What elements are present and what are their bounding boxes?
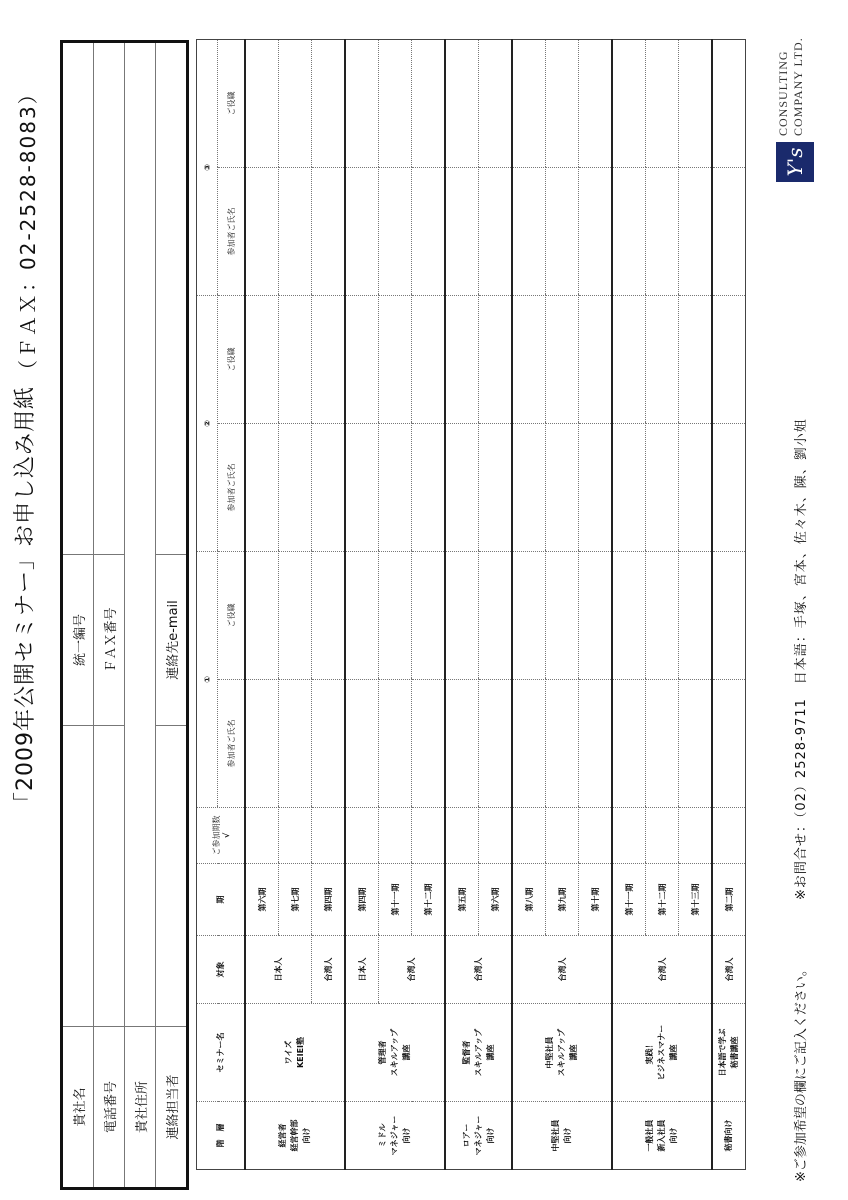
- term-cell: 第六期: [479, 864, 513, 936]
- participant-name-field[interactable]: [279, 424, 312, 552]
- target-cell-taiwanese: 台湾人: [312, 936, 346, 1004]
- participant-name-field[interactable]: [512, 424, 546, 552]
- term-cell: 第十三期: [679, 864, 713, 936]
- position-field[interactable]: [579, 296, 613, 424]
- check-mark-icon: √: [221, 832, 231, 839]
- phone-label: 電話番号: [94, 1027, 125, 1189]
- position-field[interactable]: [646, 40, 679, 168]
- position-field[interactable]: [245, 40, 279, 168]
- target-cell-japanese: 日本人: [245, 936, 312, 1004]
- position-field[interactable]: [345, 552, 379, 680]
- target-cell-taiwanese: 台湾人: [612, 936, 712, 1004]
- participant-name-field[interactable]: [612, 424, 646, 552]
- term-cell: 第十一期: [379, 864, 412, 936]
- participation-checkbox[interactable]: [245, 808, 279, 864]
- participation-checkbox[interactable]: [412, 808, 446, 864]
- participation-checkbox[interactable]: [379, 808, 412, 864]
- participant-name-field[interactable]: [512, 680, 546, 808]
- participant-name-field[interactable]: [445, 680, 479, 808]
- term-cell: 第八期: [512, 864, 546, 936]
- position-field[interactable]: [546, 552, 579, 680]
- target-cell-taiwanese: 台湾人: [445, 936, 512, 1004]
- seminar-cell-mid-level: 中堅社員 スキルアップ 講座: [512, 1004, 612, 1102]
- position-field[interactable]: [379, 40, 412, 168]
- instruction-note: ※ご参加希望の欄にご記入ください。: [794, 963, 809, 1182]
- term-cell: 第九期: [546, 864, 579, 936]
- participant-name-field[interactable]: [546, 424, 579, 552]
- position-field[interactable]: [512, 40, 546, 168]
- position-header-2: ご役職: [218, 296, 246, 424]
- participant-name-field[interactable]: [579, 680, 613, 808]
- address-label: 貴社住所: [125, 1027, 156, 1189]
- position-field[interactable]: [245, 552, 279, 680]
- position-field[interactable]: [479, 296, 513, 424]
- position-field[interactable]: [579, 552, 613, 680]
- contact-email-field[interactable]: [156, 42, 188, 555]
- position-field[interactable]: [612, 552, 646, 680]
- position-field[interactable]: [412, 296, 446, 424]
- position-field[interactable]: [445, 552, 479, 680]
- participant-name-field[interactable]: [345, 168, 379, 296]
- position-field[interactable]: [679, 40, 713, 168]
- position-field[interactable]: [512, 552, 546, 680]
- target-cell-taiwanese: 台湾人: [512, 936, 612, 1004]
- position-field[interactable]: [679, 552, 713, 680]
- level-cell-middle-manager: ミドル マネジャー 向け: [345, 1102, 445, 1170]
- target-cell-taiwanese: 台湾人: [712, 936, 746, 1004]
- company-info-table: [60, 40, 189, 1190]
- term-cell: 第四期: [345, 864, 379, 936]
- position-field[interactable]: [712, 552, 746, 680]
- company-name-field[interactable]: [62, 726, 94, 1027]
- position-field[interactable]: [546, 296, 579, 424]
- term-cell: 第七期: [279, 864, 312, 936]
- target-cell-taiwanese: 台湾人: [379, 936, 446, 1004]
- participant-name-field[interactable]: [345, 424, 379, 552]
- tax-id-field[interactable]: [62, 42, 94, 555]
- participant-name-field[interactable]: [546, 168, 579, 296]
- participation-checkbox[interactable]: [646, 808, 679, 864]
- company-name-line-2: COMPANY LTD.: [791, 37, 805, 136]
- participant-name-field[interactable]: [712, 424, 746, 552]
- term-cell: 第十期: [579, 864, 613, 936]
- position-field[interactable]: [312, 40, 346, 168]
- seminar-cell-supervisor: 監督者 スキルアップ 講座: [445, 1004, 512, 1102]
- participation-checkbox[interactable]: [579, 808, 613, 864]
- term-cell: 第十二期: [646, 864, 679, 936]
- participant-name-field[interactable]: [379, 168, 412, 296]
- target-cell-japanese: 日本人: [345, 936, 379, 1004]
- participant-name-header-2: 参加者ご氏名: [218, 424, 246, 552]
- term-cell: 第十一期: [612, 864, 646, 936]
- position-field[interactable]: [712, 40, 746, 168]
- seminar-cell-keiei: ワイズ KEIEI塾: [245, 1004, 345, 1102]
- participant-name-field[interactable]: [612, 168, 646, 296]
- participant-name-field[interactable]: [412, 168, 446, 296]
- participation-checkbox[interactable]: [279, 808, 312, 864]
- participant-name-header-1: 参加者ご氏名: [218, 680, 246, 808]
- level-cell-secretary: 秘書向け: [712, 1102, 746, 1170]
- position-field[interactable]: [379, 552, 412, 680]
- company-name-line-1: CONSULTING: [776, 50, 790, 136]
- level-cell-general-staff: 一般社員 新入社員 向け: [612, 1102, 712, 1170]
- participant-name-field[interactable]: [612, 680, 646, 808]
- position-field[interactable]: [412, 40, 446, 168]
- position-field[interactable]: [245, 296, 279, 424]
- participant-name-field[interactable]: [379, 424, 412, 552]
- position-field[interactable]: [546, 40, 579, 168]
- participant-name-field[interactable]: [679, 168, 713, 296]
- participation-checkbox[interactable]: [612, 808, 646, 864]
- tax-id-label: 統一編号: [62, 555, 94, 726]
- participant-name-field[interactable]: [245, 680, 279, 808]
- participation-checkbox[interactable]: [345, 808, 379, 864]
- level-cell-lower-manager: ロアー マネジャー 向け: [445, 1102, 512, 1170]
- position-field[interactable]: [312, 552, 346, 680]
- participation-checkbox[interactable]: [679, 808, 713, 864]
- participant-name-field[interactable]: [279, 168, 312, 296]
- position-field[interactable]: [712, 296, 746, 424]
- participant-name-field[interactable]: [679, 424, 713, 552]
- position-field[interactable]: [612, 296, 646, 424]
- participation-checkbox[interactable]: [512, 808, 546, 864]
- target-header: 対象: [197, 936, 246, 1004]
- participant-name-field[interactable]: [245, 424, 279, 552]
- form-title: 「2009年公開セミナー」お申し込み用紙: [13, 386, 38, 814]
- term-cell: 第十二期: [412, 864, 446, 936]
- seminar-registration-table: [196, 39, 746, 1170]
- position-field[interactable]: [479, 40, 513, 168]
- participation-header: [197, 808, 246, 864]
- seminar-cell-secretary: 日本語で学ぶ 秘書講座: [712, 1004, 746, 1102]
- participant-name-field[interactable]: [312, 424, 346, 552]
- position-field[interactable]: [312, 296, 346, 424]
- participant-group-2-header: ②: [197, 296, 218, 552]
- participation-checkbox[interactable]: [546, 808, 579, 864]
- company-logo: Y's: [776, 142, 814, 182]
- contact-email-label: 連絡先e-mail: [156, 555, 188, 726]
- participant-name-header-3: 参加者ご氏名: [218, 168, 246, 296]
- participant-name-field[interactable]: [279, 680, 312, 808]
- term-cell: 第二期: [712, 864, 746, 936]
- contact-info: ※お問合せ：（02）2528-9711 日本語：手塚、宮本、佐々木、陳、劉小姐: [794, 418, 809, 900]
- participant-name-field[interactable]: [445, 424, 479, 552]
- position-field[interactable]: [445, 40, 479, 168]
- participant-name-field[interactable]: [479, 424, 513, 552]
- position-field[interactable]: [379, 296, 412, 424]
- company-name: [776, 37, 806, 136]
- term-cell: 第五期: [445, 864, 479, 936]
- position-field[interactable]: [445, 296, 479, 424]
- position-field[interactable]: [646, 296, 679, 424]
- position-field[interactable]: [279, 40, 312, 168]
- participant-name-field[interactable]: [479, 680, 513, 808]
- position-header-1: ご役職: [218, 552, 246, 680]
- address-field[interactable]: [125, 42, 156, 1027]
- position-field[interactable]: [612, 40, 646, 168]
- participant-name-field[interactable]: [579, 424, 613, 552]
- participant-group-1-header: ①: [197, 552, 218, 808]
- position-field[interactable]: [345, 40, 379, 168]
- term-header: 期: [197, 864, 246, 936]
- participant-name-field[interactable]: [646, 424, 679, 552]
- participant-name-field[interactable]: [712, 168, 746, 296]
- participant-name-field[interactable]: [412, 680, 446, 808]
- fax-number-label: ＦＡＸ番号: [94, 555, 125, 726]
- participant-name-field[interactable]: [445, 168, 479, 296]
- seminar-header: セミナー名: [197, 1004, 246, 1102]
- participation-checkbox[interactable]: [312, 808, 346, 864]
- position-header-3: ご役職: [218, 40, 246, 168]
- position-field[interactable]: [279, 552, 312, 680]
- participant-name-field[interactable]: [579, 168, 613, 296]
- term-cell: 第六期: [245, 864, 279, 936]
- position-field[interactable]: [279, 296, 312, 424]
- level-cell-executive: 経営者 経営幹部 向け: [245, 1102, 345, 1170]
- level-header: 階 層: [197, 1102, 246, 1170]
- position-field[interactable]: [345, 296, 379, 424]
- seminar-cell-business-manner: 実践！ ビジネスマナー 講座: [612, 1004, 712, 1102]
- company-name-label: 貴社名: [62, 1027, 94, 1189]
- fax-number-field[interactable]: [94, 42, 125, 555]
- participant-name-field[interactable]: [646, 680, 679, 808]
- participant-name-field[interactable]: [712, 680, 746, 808]
- position-field[interactable]: [646, 552, 679, 680]
- contact-person-field[interactable]: [156, 726, 188, 1027]
- position-field[interactable]: [679, 296, 713, 424]
- seminar-cell-manager: 管理者 スキルアップ 講座: [345, 1004, 445, 1102]
- participation-checkbox[interactable]: [479, 808, 513, 864]
- participation-checkbox[interactable]: [445, 808, 479, 864]
- position-field[interactable]: [579, 40, 613, 168]
- participant-name-field[interactable]: [312, 168, 346, 296]
- participant-name-field[interactable]: [345, 680, 379, 808]
- contact-person-label: 連絡担当者: [156, 1027, 188, 1189]
- participation-checkbox[interactable]: [712, 808, 746, 864]
- term-cell: 第四期: [312, 864, 346, 936]
- phone-field[interactable]: [94, 726, 125, 1027]
- participant-name-field[interactable]: [512, 168, 546, 296]
- participant-name-field[interactable]: [646, 168, 679, 296]
- participant-name-field[interactable]: [379, 680, 412, 808]
- participant-name-field[interactable]: [412, 424, 446, 552]
- level-cell-mid-level: 中堅社員 向け: [512, 1102, 612, 1170]
- participant-name-field[interactable]: [479, 168, 513, 296]
- participant-name-field[interactable]: [312, 680, 346, 808]
- position-field[interactable]: [479, 552, 513, 680]
- participant-group-3-header: ③: [197, 40, 218, 296]
- participant-name-field[interactable]: [546, 680, 579, 808]
- position-field[interactable]: [512, 296, 546, 424]
- participant-name-field[interactable]: [245, 168, 279, 296]
- position-field[interactable]: [412, 552, 446, 680]
- participation-header-label: ご参加期数: [211, 815, 221, 856]
- fax-number: （ＦＡＸ：02-2528-8083）: [16, 82, 40, 380]
- participant-name-field[interactable]: [679, 680, 713, 808]
